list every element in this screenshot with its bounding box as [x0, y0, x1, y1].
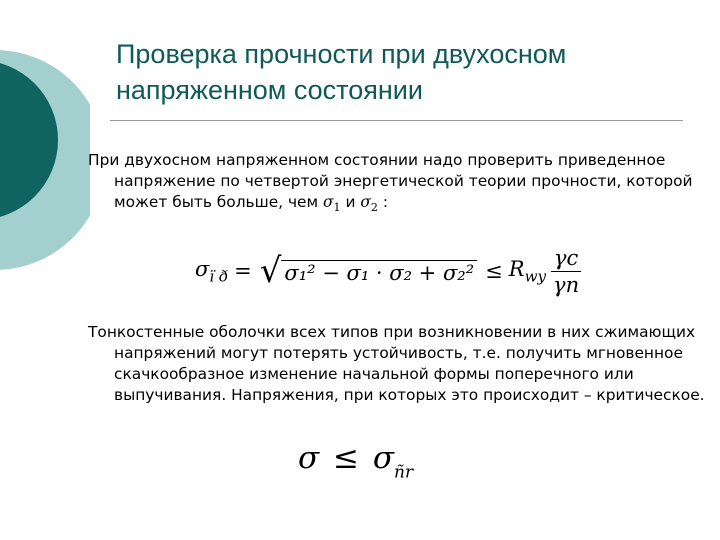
formula2-rhs: $\sigma_{ñr}$: [372, 440, 414, 483]
slide-title: Проверка прочности при двухосном напряженном состоянии: [116, 39, 567, 105]
conjunction: и: [340, 193, 361, 211]
formula-lhs: $\sigma_{ï ð}$: [195, 256, 229, 286]
radical-icon: √: [259, 251, 282, 291]
formula-critical-stress: [298, 440, 413, 482]
paragraph-shells: Тонкостенные оболочки всех типов при возникновении в них сжимающих напряжений могут потерять устойчивость, т.е. получить мгновенное скачкообразное изменение начальной формы поперечного или выпучивания. Напряжения, при которых это происходит – критическое.: [88, 323, 705, 404]
paragraph-end: :: [377, 193, 389, 211]
formula2-leq: ≤: [333, 440, 360, 476]
resistance-R: $R_{wy}$: [508, 256, 547, 286]
decorative-circles: [0, 0, 90, 300]
title-divider: [110, 120, 683, 121]
paragraph-biaxial: [88, 150, 720, 218]
leq-sign: ≤: [485, 259, 503, 283]
equals-sign: =: [234, 259, 252, 283]
formula-reduced-stress: [195, 236, 582, 306]
fraction-denominator: γn: [553, 272, 580, 297]
paragraph-biaxial-text: При двухосном напряженном состоянии надо проверить приведенное напряжение по четвертой энергетической теории прочности, которой может быть больше, чем: [88, 151, 693, 211]
formula2-lhs: σ: [298, 440, 320, 476]
radicand: σ₁² − σ₁ · σ₂ + σ₂²: [281, 260, 477, 288]
fraction-numerator: γc: [551, 246, 581, 272]
sigma1-symbol: $\sigma_1$: [323, 193, 341, 214]
gamma-fraction: [550, 246, 582, 297]
square-root: [259, 251, 477, 291]
sigma2-symbol: $\sigma_2$: [360, 193, 378, 214]
